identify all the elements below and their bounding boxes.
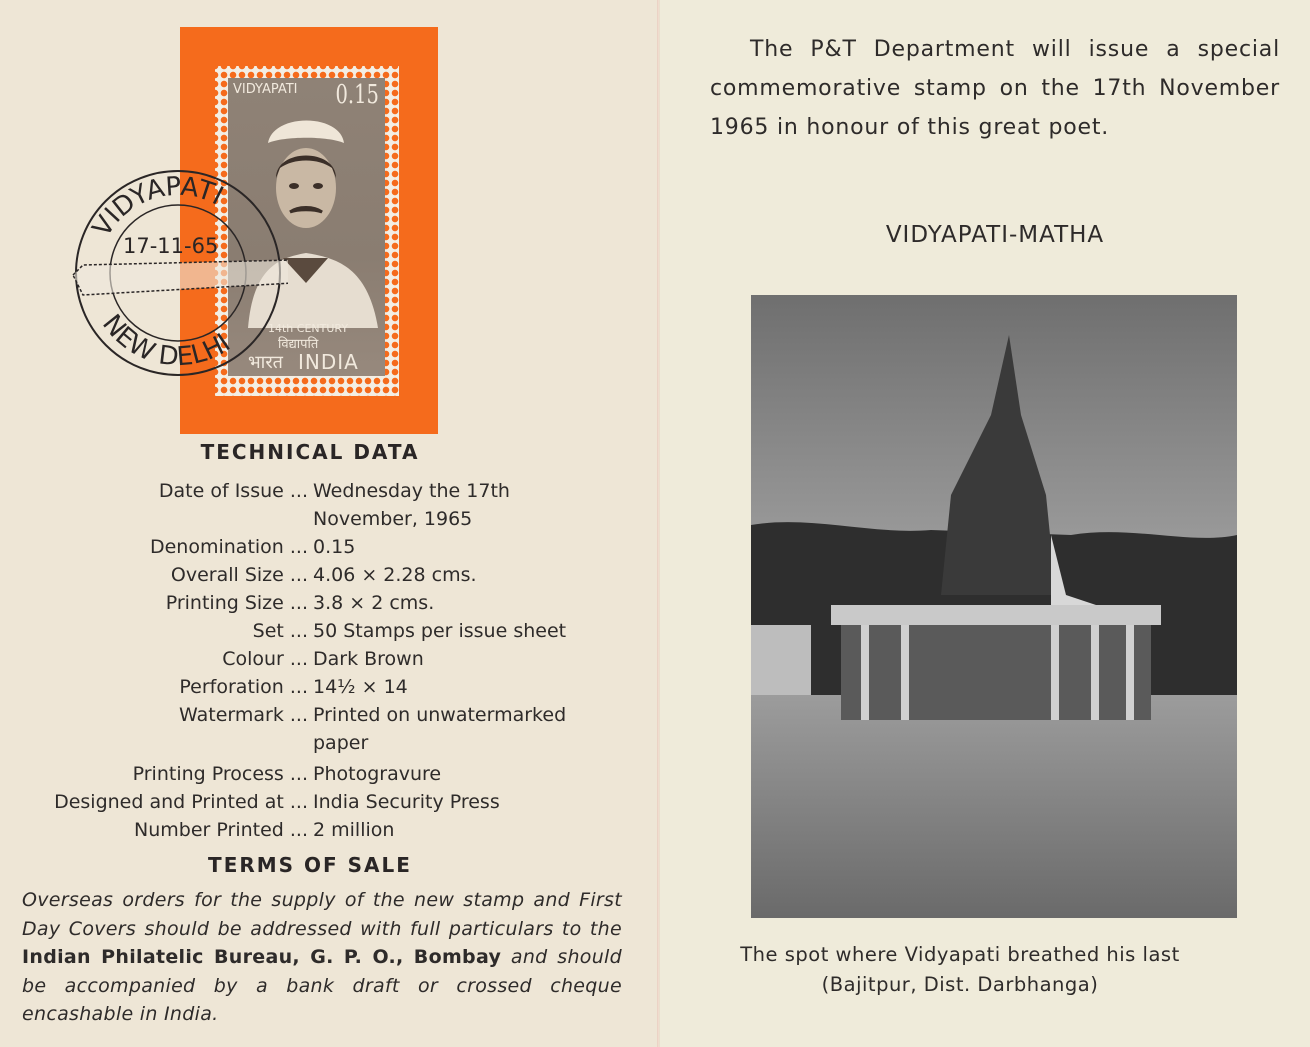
photo-caption [610,940,1310,1000]
tech-label: Number Printed ... [134,819,308,841]
stamp-value: 0.15 [335,80,379,110]
tech-label: Colour ... [222,648,308,670]
stamp-country-hindi: भारत [248,352,283,373]
terms-text-1: Overseas orders for the supply of the new stamp and First Day Covers should be addressed with full particulars to the [22,889,622,940]
stamp-hindi-name: विद्यापति [278,337,319,352]
tech-row [0,564,660,592]
tech-value: 3.8 × 2 cms. [313,592,435,614]
tech-row [0,704,660,754]
postmark [68,165,288,380]
tech-label: Printing Process ... [132,763,308,785]
intro-paragraph: The P&T Department will issue a special commemorative stamp on the 17th November 1965 in honour of this great poet. [710,37,1280,140]
tech-label: Designed and Printed at ... [54,791,308,813]
svg-text:VIDYAPATI [87,172,228,243]
terms-heading: TERMS OF SALE [208,853,412,877]
photo-title: VIDYAPATI-MATHA [885,222,1105,248]
terms-text [22,886,622,1029]
bureau-address: Indian Philatelic Bureau, G. P. O., Bombay [22,946,502,968]
tech-label: Denomination ... [149,536,308,558]
tech-value: Photogravure [313,763,442,785]
tech-value: 2 million [313,819,395,841]
tech-row [0,620,660,648]
tech-value: Dark Brown [313,648,424,670]
stamp-name: VIDYAPATI [233,82,298,97]
tech-value: India Security Press [313,791,500,813]
tech-row [0,480,660,530]
caption-line-2: (Bajitpur, Dist. Darbhanga) [821,973,1099,996]
tech-row [0,592,660,620]
stamp-country: INDIA [298,350,359,374]
tech-value: 14½ × 14 [313,676,408,698]
tech-label: Printing Size ... [165,592,308,614]
tech-label: Date of Issue ... [158,480,308,502]
postmark-bottom-text: NEW DELHI [96,309,236,373]
tech-value-continued: November, 1965 [313,508,473,530]
temple-photo [751,295,1237,918]
technical-data-heading: TECHNICAL DATA [200,440,420,464]
tech-value: 4.06 × 2.28 cms. [313,564,477,586]
tech-row [0,536,660,564]
tech-value: 0.15 [313,536,356,558]
postmark-date: 17-11-65 [123,234,219,258]
tech-value: Wednesday the 17th [313,480,510,502]
tech-row [0,791,660,819]
tech-row [0,676,660,704]
tech-row [0,819,660,847]
tech-label: Watermark ... [179,704,308,726]
terms-text-2: and should be accompanied by a bank draft or crossed cheque encashable in India. [22,946,622,1025]
page-fold [657,0,660,1047]
tech-label: Set ... [252,620,308,642]
caption-line-1: The spot where Vidyapati breathed his last [740,943,1180,966]
postmark-top-text: VIDYAPATI [87,171,228,243]
tech-label: Overall Size ... [170,564,308,586]
tech-value: 50 Stamps per issue sheet [313,620,567,642]
pen-quill-icon [73,260,288,295]
tech-label: Perforation ... [179,676,308,698]
tech-row [0,648,660,676]
tech-value-continued: paper [313,732,369,754]
tech-value: Printed on unwatermarked [313,704,567,726]
stamp-century: 14th CENTURY [268,322,349,335]
tech-row [0,763,660,791]
svg-text:NEW DELHI [96,309,236,372]
